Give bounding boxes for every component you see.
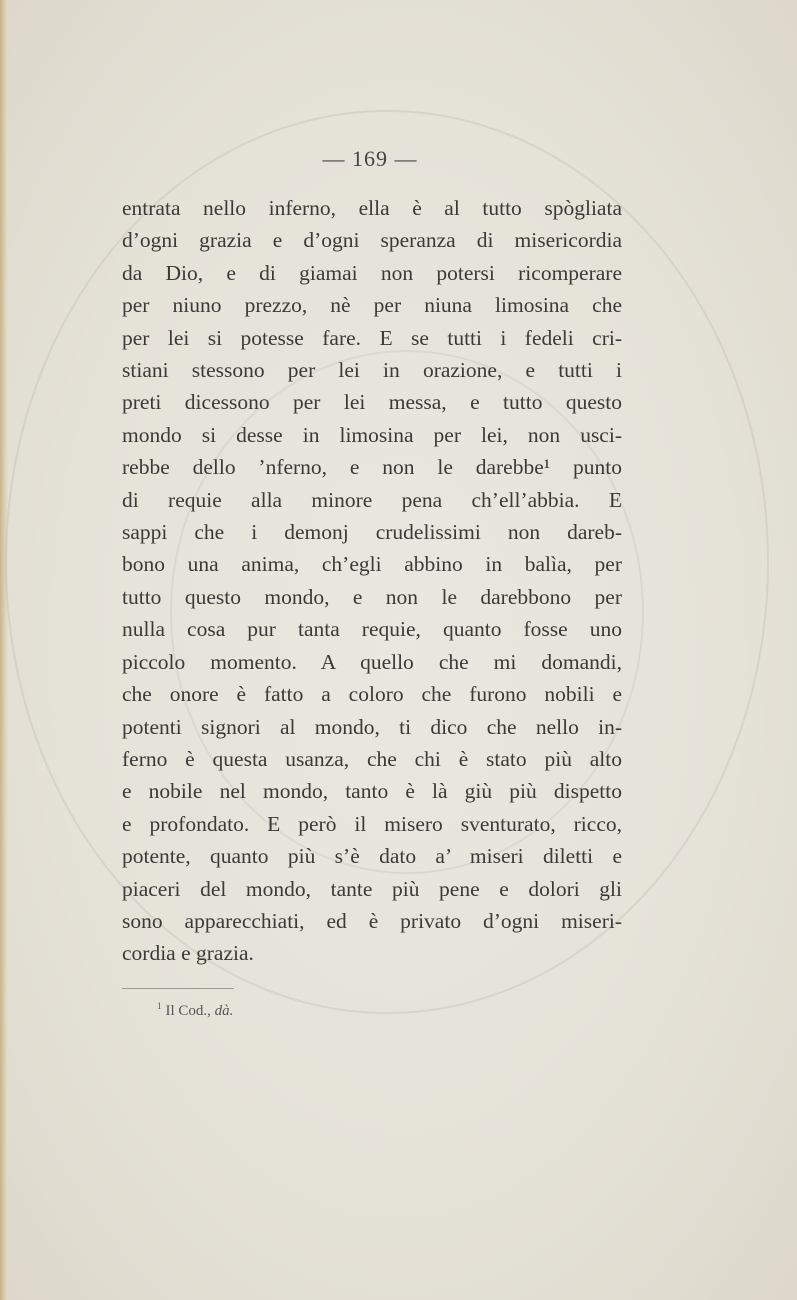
text-line: stiani stessono per lei in orazione, e tutti i xyxy=(122,358,622,383)
text-line: tutto questo mondo, e non le darebbono per xyxy=(122,584,622,609)
text-line: ferno è questa usanza, che chi è stato più alto xyxy=(122,746,622,771)
page-edge xyxy=(0,0,8,1300)
text-line: da Dio, e di giamai non potersi ricomperare xyxy=(122,260,622,285)
text-line: piaceri del mondo, tante più pene e dolori gli xyxy=(122,876,622,901)
text-line: preti dicessono per lei messa, e tutto questo xyxy=(122,390,622,415)
page-number: — 169 — xyxy=(322,146,418,171)
text-line: che onore è fatto a coloro che furono nobili e xyxy=(122,682,622,707)
text-line: piccolo momento. A quello che mi domandi, xyxy=(122,649,622,674)
footnote-marker: 1 xyxy=(157,1001,162,1011)
body-text xyxy=(122,192,622,970)
text-line: per lei si potesse fare. E se tutti i fedeli cri- xyxy=(122,325,622,350)
footnote xyxy=(157,1001,233,1020)
text-line: sappi che i demonj crudelissimi non dareb- xyxy=(122,520,622,545)
text-line: di requie alla minore pena ch’ell’abbia. E xyxy=(122,487,622,512)
footnote-italic: dà. xyxy=(214,1003,234,1019)
text-line: d’ogni grazia e d’ogni speranza di misericordia xyxy=(122,228,622,253)
text-line: e profondato. E però il misero sventurato, ricco, xyxy=(122,811,622,836)
text-line: rebbe dello ’nferno, e non le darebbe¹ punto xyxy=(122,455,622,480)
text-line: bono una anima, ch’egli abbino in balìa, per xyxy=(122,552,622,577)
text-line: potenti signori al mondo, ti dico che nello in- xyxy=(122,714,622,739)
text-line: e nobile nel mondo, tanto è là giù più dispetto xyxy=(122,779,622,804)
footnote-text: Il Cod., xyxy=(165,1003,211,1019)
footnote-divider xyxy=(122,988,234,989)
text-line: mondo si desse in limosina per lei, non usci- xyxy=(122,422,622,447)
text-line: entrata nello inferno, ella è al tutto spògliata xyxy=(122,196,622,220)
text-line: potente, quanto più s’è dato a’ miseri diletti e xyxy=(122,844,622,869)
text-line-last: cordia e grazia. xyxy=(122,941,254,966)
text-line: sono apparecchiati, ed è privato d’ogni miseri- xyxy=(122,908,622,933)
text-line: per niuno prezzo, nè per niuna limosina che xyxy=(122,293,622,318)
text-line: nulla cosa pur tanta requie, quanto fosse uno xyxy=(122,617,622,642)
